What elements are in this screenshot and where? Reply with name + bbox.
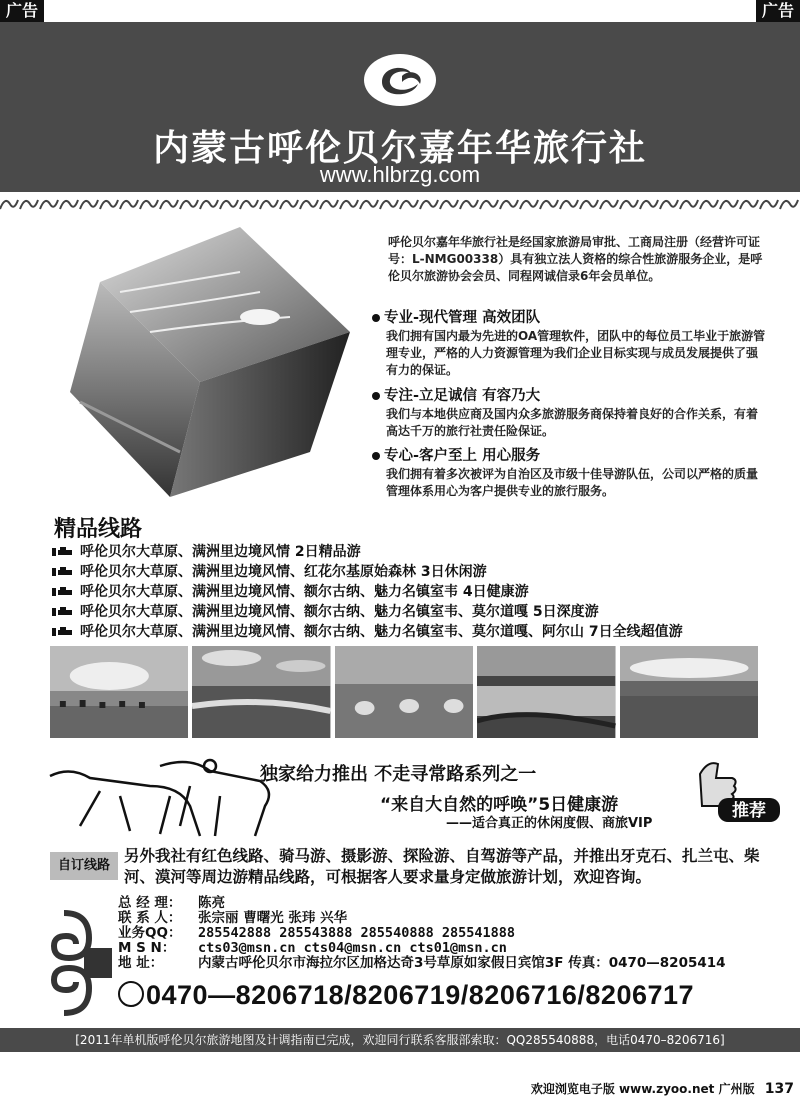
photo-yurts xyxy=(335,646,473,738)
phone-numbers[interactable]: 0470—8206718/8206719/8206716/8206717 xyxy=(118,980,694,1011)
promo-subtitle: ——适合真正的休闲度假、商旅VIP xyxy=(446,816,653,831)
car-icon xyxy=(52,586,72,598)
car-icon xyxy=(52,566,72,578)
feature-title: 专注-立足诚信 有容乃大 xyxy=(384,388,541,404)
header-banner xyxy=(0,22,800,192)
staff-names: 张宗丽 曹曙光 张玮 兴华 xyxy=(198,910,348,926)
ornament-border xyxy=(0,194,800,214)
contact-block: 总 经 理： 陈亮 联 系 人： 张宗丽 曹曙光 张玮 兴华 业务QQ： 285542888 285543888 285540888 285541888 M S N： cts03@msn.cn cts04@msn.cn cts01@msn.cn 地 址： 内蒙古呼伦贝尔市海拉尔区加格达奇3号草原如家假日宾馆3F 传真：0470—8205414 xyxy=(118,895,726,971)
route-item: 呼伦贝尔大草原、满洲里边境风情 2日精品游 xyxy=(52,542,772,562)
photo-strip xyxy=(50,646,758,738)
page-number: 137 xyxy=(764,1081,794,1097)
bullet-icon xyxy=(372,452,380,460)
route-item: 呼伦贝尔大草原、满洲里边境风情、额尔古纳、魅力名镇室韦、莫尔道嘎 5日深度游 xyxy=(52,602,772,622)
cloud-swirl-ornament-icon xyxy=(44,908,114,1018)
address: 内蒙古呼伦贝尔市海拉尔区加格达奇3号草原如家假日宾馆3F 传真：0470—8205414 xyxy=(198,955,726,971)
bullet-icon xyxy=(372,314,380,322)
ad-label-right: 广告 xyxy=(756,0,800,22)
intro-text: 呼伦贝尔嘉年华旅行社是经国家旅游局审批、工商局注册（经营许可证号：L-NMG00338）具有独立法人资格的综合性旅游服务企业，是呼伦贝尔旅游协会会员、同程网诚信录6年会员单位。 xyxy=(388,235,763,283)
promo-title: “来自大自然的呼唤”5日健康游 xyxy=(380,795,619,815)
manager-name: 陈亮 xyxy=(198,895,225,911)
footer-notice: [2011年单机版呼伦贝尔旅游地图及计调指南已完成，欢迎同行联系客服部索取：QQ285540888，电话0470–8206716] xyxy=(0,1028,800,1052)
ad-label-left: 广告 xyxy=(0,0,44,22)
photo-lake xyxy=(477,646,615,738)
agency-logo-icon xyxy=(362,52,438,108)
thumbs-up-recommend-icon xyxy=(688,754,784,826)
route-item: 呼伦贝尔大草原、满洲里边境风情、红花尔基原始森林 3日休闲游 xyxy=(52,562,772,582)
routes-heading: 精品线路 xyxy=(54,517,143,542)
feature-point xyxy=(372,386,768,440)
car-icon xyxy=(52,606,72,618)
phone-icon xyxy=(118,981,144,1007)
landscape-cube-image xyxy=(60,222,360,502)
route-item: 呼伦贝尔大草原、满洲里边境风情、额尔古纳、魅力名镇室韦、莫尔道嘎、阿尔山 7日全线超值游 xyxy=(52,622,772,642)
bullet-icon xyxy=(372,392,380,400)
custom-route-text: 另外我社有红色线路、骑马游、摄影游、探险游、自驾游等产品，并推出牙克石、扎兰屯、柴河、漠河等周边游精品线路，可根据客人要求量身定做旅游计划，欢迎咨询。 xyxy=(124,847,760,886)
feature-text: 我们拥有着多次被评为自治区及市级十佳导游队伍，公司以严格的质量管理体系用心为客户提供专业的旅行服务。 xyxy=(386,467,759,498)
photo-horses xyxy=(50,646,188,738)
agency-url[interactable]: www.hlbrzg.com xyxy=(319,162,481,187)
feature-text: 我们与本地供应商及国内众多旅游服务商保持着良好的合作关系，有着高达千万的旅行社责任险保证。 xyxy=(386,407,759,438)
feature-point xyxy=(372,308,768,379)
routes-list xyxy=(52,542,772,642)
qq-numbers: 285542888 285543888 285540888 285541888 xyxy=(198,925,515,941)
car-icon xyxy=(52,626,72,638)
feature-text: 我们拥有国内最为先进的OA管理软件，团队中的每位员工毕业于旅游管理专业，严格的人力资源管理为我们企业目标实现与成员发展提供了强有力的保证。 xyxy=(386,329,766,377)
custom-route-tag: 自订线路 xyxy=(50,852,118,880)
car-icon xyxy=(52,546,72,558)
horse-rider-illustration xyxy=(40,756,280,846)
feature-point xyxy=(372,446,768,500)
feature-title: 专心-客户至上 用心服务 xyxy=(384,448,541,464)
route-item: 呼伦贝尔大草原、满洲里边境风情、额尔古纳、魅力名镇室韦 4日健康游 xyxy=(52,582,772,602)
photo-river xyxy=(192,646,330,738)
page-footer xyxy=(531,1080,794,1097)
footer-site[interactable]: 欢迎浏览电子版 www.zyoo.net xyxy=(530,1082,715,1096)
edition-label: 广州版 xyxy=(718,1082,755,1096)
recommend-badge: 推荐 xyxy=(732,801,766,821)
feature-title: 专业-现代管理 高效团队 xyxy=(384,310,541,326)
agency-title: 内蒙古呼伦贝尔嘉年华旅行社 xyxy=(152,128,647,169)
msn-addresses[interactable]: cts03@msn.cn cts04@msn.cn cts01@msn.cn xyxy=(198,940,507,956)
photo-water xyxy=(620,646,758,738)
promo-headline: 独家给力推出 不走寻常路系列之一 xyxy=(260,764,537,785)
